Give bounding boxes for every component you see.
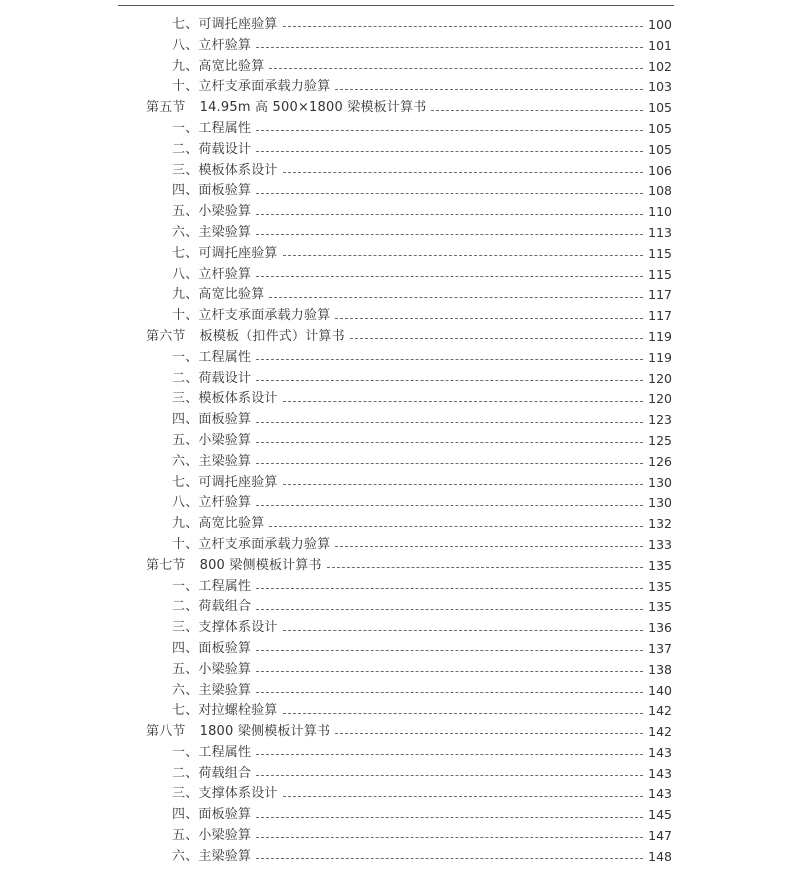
- toc-entry-title: 1800 梁侧模板计算书: [199, 724, 331, 740]
- toc-entry-label: [172, 473, 278, 494]
- toc-page-number: 130: [648, 474, 672, 490]
- dot-leader: [283, 171, 643, 173]
- toc-entry-title: 十、立杆支承面承载力验算: [172, 308, 331, 324]
- toc-entry[interactable]: [0, 784, 792, 805]
- dot-leader: [335, 545, 643, 547]
- dot-leader: [256, 192, 643, 194]
- toc-entry-label: [172, 701, 278, 722]
- toc-entry-label: [146, 327, 345, 348]
- toc-page-number: 143: [648, 765, 672, 781]
- dot-leader: [335, 317, 643, 319]
- toc-page-number: 133: [648, 536, 672, 552]
- toc-entry-title: 六、主梁验算: [172, 682, 252, 698]
- dot-leader: [256, 857, 643, 859]
- dot-leader: [256, 46, 643, 48]
- toc-entry-label: [172, 181, 251, 202]
- toc-page-number: 115: [648, 245, 672, 261]
- toc-entry-title: 二、荷载设计: [172, 141, 252, 157]
- dot-leader: [335, 732, 643, 734]
- toc-entry[interactable]: [0, 577, 792, 598]
- toc-page-number: 100: [648, 17, 672, 32]
- toc-entry[interactable]: [0, 77, 792, 98]
- toc-entry[interactable]: [0, 181, 792, 202]
- dot-leader: [269, 67, 643, 69]
- toc-entry-label: [172, 431, 251, 452]
- toc-entry[interactable]: [0, 826, 792, 847]
- dot-leader: [283, 25, 643, 27]
- dot-leader: [256, 504, 643, 506]
- toc-entry-label: [172, 369, 251, 390]
- toc-entry-label: [172, 535, 330, 556]
- dot-leader: [283, 400, 643, 402]
- toc-entry-title: 四、面板验算: [172, 412, 252, 428]
- toc-entry-label: [172, 597, 251, 618]
- toc-entry-title: 七、对拉螺栓验算: [172, 703, 278, 719]
- toc-page-number: 138: [648, 661, 672, 677]
- toc-entry-title: 三、模板体系设计: [172, 162, 278, 178]
- toc-entry-title: 一、工程属性: [172, 349, 252, 365]
- toc-entry-label: [172, 577, 251, 598]
- toc-entry-title: 十、立杆支承面承载力验算: [172, 79, 331, 95]
- toc-page-number: 113: [648, 224, 672, 240]
- toc-page-number: 110: [648, 204, 672, 220]
- toc-entry[interactable]: [0, 473, 792, 494]
- toc-entry-title: 八、立杆验算: [172, 266, 252, 282]
- toc-entry[interactable]: [0, 618, 792, 639]
- toc-entry-title: 800 梁侧模板计算书: [199, 557, 322, 573]
- toc-entry[interactable]: [0, 660, 792, 681]
- toc-page-number: 145: [648, 807, 672, 823]
- dot-leader: [256, 649, 643, 651]
- dot-leader: [256, 150, 643, 152]
- toc-entry-label: [172, 784, 278, 805]
- toc-entry-label: [172, 306, 330, 327]
- toc-entry-title: 七、可调托座验算: [172, 245, 278, 261]
- dot-leader: [431, 109, 643, 111]
- toc-entry[interactable]: [0, 202, 792, 223]
- toc-page-number: 102: [648, 58, 672, 74]
- toc-entry-label: [172, 452, 251, 473]
- toc-entry-label: [172, 223, 251, 244]
- toc-entry-title: 十、立杆支承面承载力验算: [172, 536, 331, 552]
- toc-entry-label: [172, 15, 278, 36]
- dot-leader: [256, 753, 643, 755]
- toc-entry[interactable]: [0, 15, 792, 36]
- dot-leader: [256, 836, 643, 838]
- toc-entry[interactable]: [0, 452, 792, 473]
- toc-page-number: 103: [648, 79, 672, 95]
- toc-section-heading[interactable]: [0, 556, 792, 577]
- toc-entry[interactable]: [0, 805, 792, 826]
- toc-page-number: 147: [648, 828, 672, 844]
- toc-page-number: 105: [648, 141, 672, 157]
- toc-entry-title: 八、立杆验算: [172, 37, 252, 53]
- toc-entry-label: [172, 805, 251, 826]
- toc-page-number: 101: [648, 37, 672, 53]
- dot-leader: [256, 129, 643, 131]
- toc-page-number: 140: [648, 682, 672, 698]
- dot-leader: [283, 629, 643, 631]
- toc-entry[interactable]: [0, 681, 792, 702]
- toc-entry-title: 三、模板体系设计: [172, 391, 278, 407]
- toc-entry-title: 五、小梁验算: [172, 828, 252, 844]
- toc-entry-label: [172, 847, 251, 868]
- toc-entry[interactable]: [0, 223, 792, 244]
- toc-page-number: 135: [648, 557, 672, 573]
- toc-page-number: 119: [648, 349, 672, 365]
- toc-entry[interactable]: [0, 764, 792, 785]
- toc-entry-title: 六、主梁验算: [172, 848, 252, 864]
- dot-leader: [256, 379, 643, 381]
- dot-leader: [256, 587, 643, 589]
- toc-entry-label: [172, 660, 251, 681]
- toc-page-number: 135: [648, 578, 672, 594]
- toc-entry-label: [172, 826, 251, 847]
- dot-leader: [256, 275, 643, 277]
- dot-leader: [283, 712, 643, 714]
- toc-entry-label: [146, 722, 330, 743]
- toc-page-number: 142: [648, 703, 672, 719]
- dot-leader: [269, 296, 643, 298]
- toc-entry[interactable]: [0, 369, 792, 390]
- toc-entry-title: 二、荷载组合: [172, 765, 252, 781]
- toc-entry-label: [172, 77, 330, 98]
- toc-entry-label: [172, 618, 278, 639]
- toc-entry-title: 一、工程属性: [172, 578, 252, 594]
- toc-entry-label: [172, 161, 278, 182]
- toc-entry-label: [172, 57, 264, 78]
- toc-section-heading[interactable]: [0, 327, 792, 348]
- toc-entry[interactable]: [0, 639, 792, 660]
- toc-page-number: 106: [648, 162, 672, 178]
- dot-leader: [256, 608, 643, 610]
- dot-leader: [256, 670, 643, 672]
- toc-page-number: 126: [648, 453, 672, 469]
- toc-entry[interactable]: [0, 493, 792, 514]
- toc-page-number: 117: [648, 287, 672, 303]
- toc-entry[interactable]: [0, 140, 792, 161]
- toc-entry-label: [146, 98, 426, 119]
- toc-entry[interactable]: [0, 743, 792, 764]
- toc-entry-title: 三、支撑体系设计: [172, 786, 278, 802]
- toc-entry[interactable]: [0, 306, 792, 327]
- toc-entry-title: 14.95m 高 500×1800 梁模板计算书: [199, 100, 427, 116]
- toc-entry-title: 五、小梁验算: [172, 204, 252, 220]
- toc-entry-title: 四、面板验算: [172, 640, 252, 656]
- dot-leader: [335, 88, 643, 90]
- table-of-contents: [0, 15, 792, 868]
- toc-entry-label: [172, 514, 264, 535]
- toc-page-number: 105: [648, 120, 672, 136]
- toc-page-number: 108: [648, 183, 672, 199]
- toc-entry-label: [172, 202, 251, 223]
- toc-entry-label: [172, 140, 251, 161]
- dot-leader: [256, 421, 643, 423]
- toc-section-number: 第七节: [146, 557, 186, 573]
- toc-entry-title: 六、主梁验算: [172, 453, 252, 469]
- toc-page-number: 143: [648, 744, 672, 760]
- toc-section-heading[interactable]: [0, 722, 792, 743]
- toc-page-number: 115: [648, 266, 672, 282]
- toc-entry-label: [172, 119, 251, 140]
- toc-section-number: 第六节: [146, 328, 186, 344]
- toc-entry-title: 九、高宽比验算: [172, 516, 265, 532]
- toc-entry[interactable]: [0, 597, 792, 618]
- toc-entry-title: 七、可调托座验算: [172, 474, 278, 490]
- toc-entry-title: 二、荷载组合: [172, 599, 252, 615]
- dot-leader: [256, 691, 643, 693]
- toc-entry-label: [172, 265, 251, 286]
- toc-entry[interactable]: [0, 285, 792, 306]
- toc-entry-title: 九、高宽比验算: [172, 287, 265, 303]
- toc-page-number: 120: [648, 370, 672, 386]
- toc-page-number: 125: [648, 432, 672, 448]
- dot-leader: [327, 566, 643, 568]
- toc-entry[interactable]: [0, 161, 792, 182]
- toc-entry-title: 五、小梁验算: [172, 661, 252, 677]
- dot-leader: [350, 337, 643, 339]
- toc-entry[interactable]: [0, 431, 792, 452]
- dot-leader: [269, 525, 643, 527]
- dot-leader: [283, 254, 643, 256]
- toc-entry-label: [172, 36, 251, 57]
- toc-entry-label: [146, 556, 322, 577]
- toc-entry[interactable]: [0, 265, 792, 286]
- dot-leader: [256, 213, 643, 215]
- toc-section-heading[interactable]: [0, 98, 792, 119]
- toc-entry-label: [172, 639, 251, 660]
- toc-entry-title: 一、工程属性: [172, 744, 252, 760]
- toc-page-number: 132: [648, 516, 672, 532]
- toc-entry-label: [172, 285, 264, 306]
- toc-page-number: 105: [648, 100, 672, 116]
- toc-entry[interactable]: [0, 410, 792, 431]
- dot-leader: [283, 483, 643, 485]
- toc-entry-label: [172, 681, 251, 702]
- toc-entry-title: 六、主梁验算: [172, 224, 252, 240]
- dot-leader: [283, 795, 643, 797]
- toc-entry-title: 八、立杆验算: [172, 495, 252, 511]
- toc-entry-label: [172, 764, 251, 785]
- toc-page-number: 120: [648, 391, 672, 407]
- toc-page-number: 135: [648, 599, 672, 615]
- toc-page-number: 143: [648, 786, 672, 802]
- toc-entry-title: 二、荷载设计: [172, 370, 252, 386]
- toc-entry[interactable]: [0, 535, 792, 556]
- toc-entry-title: 板模板（扣件式）计算书: [199, 328, 345, 344]
- toc-page-number: 117: [648, 308, 672, 324]
- toc-page-number: 148: [648, 848, 672, 864]
- toc-page-number: 130: [648, 495, 672, 511]
- dot-leader: [256, 358, 643, 360]
- toc-section-number: 第八节: [146, 724, 186, 740]
- dot-leader: [256, 462, 643, 464]
- toc-entry-title: 三、支撑体系设计: [172, 620, 278, 636]
- toc-entry-label: [172, 244, 278, 265]
- toc-page-number: 119: [648, 328, 672, 344]
- toc-page-number: 137: [648, 640, 672, 656]
- toc-section-number: 第五节: [146, 100, 186, 116]
- toc-entry[interactable]: [0, 244, 792, 265]
- toc-entry-title: 一、工程属性: [172, 120, 252, 136]
- dot-leader: [256, 816, 643, 818]
- toc-entry-title: 四、面板验算: [172, 183, 252, 199]
- toc-entry-label: [172, 493, 251, 514]
- toc-entry-label: [172, 743, 251, 764]
- toc-page-number: 136: [648, 620, 672, 636]
- toc-entry[interactable]: [0, 57, 792, 78]
- toc-page-number: 142: [648, 724, 672, 740]
- toc-entry-title: 四、面板验算: [172, 807, 252, 823]
- toc-entry-label: [172, 348, 251, 369]
- toc-entry[interactable]: [0, 119, 792, 140]
- toc-entry-title: 七、可调托座验算: [172, 17, 278, 32]
- top-rule: [118, 5, 674, 6]
- toc-page-number: 123: [648, 412, 672, 428]
- dot-leader: [256, 441, 643, 443]
- toc-entry[interactable]: [0, 514, 792, 535]
- toc-entry[interactable]: [0, 36, 792, 57]
- toc-entry-title: 九、高宽比验算: [172, 58, 265, 74]
- dot-leader: [256, 233, 643, 235]
- toc-entry[interactable]: [0, 348, 792, 369]
- toc-entry[interactable]: [0, 389, 792, 410]
- toc-entry[interactable]: [0, 847, 792, 868]
- toc-entry[interactable]: [0, 701, 792, 722]
- dot-leader: [256, 774, 643, 776]
- toc-entry-label: [172, 389, 278, 410]
- toc-entry-label: [172, 410, 251, 431]
- toc-entry-title: 五、小梁验算: [172, 432, 252, 448]
